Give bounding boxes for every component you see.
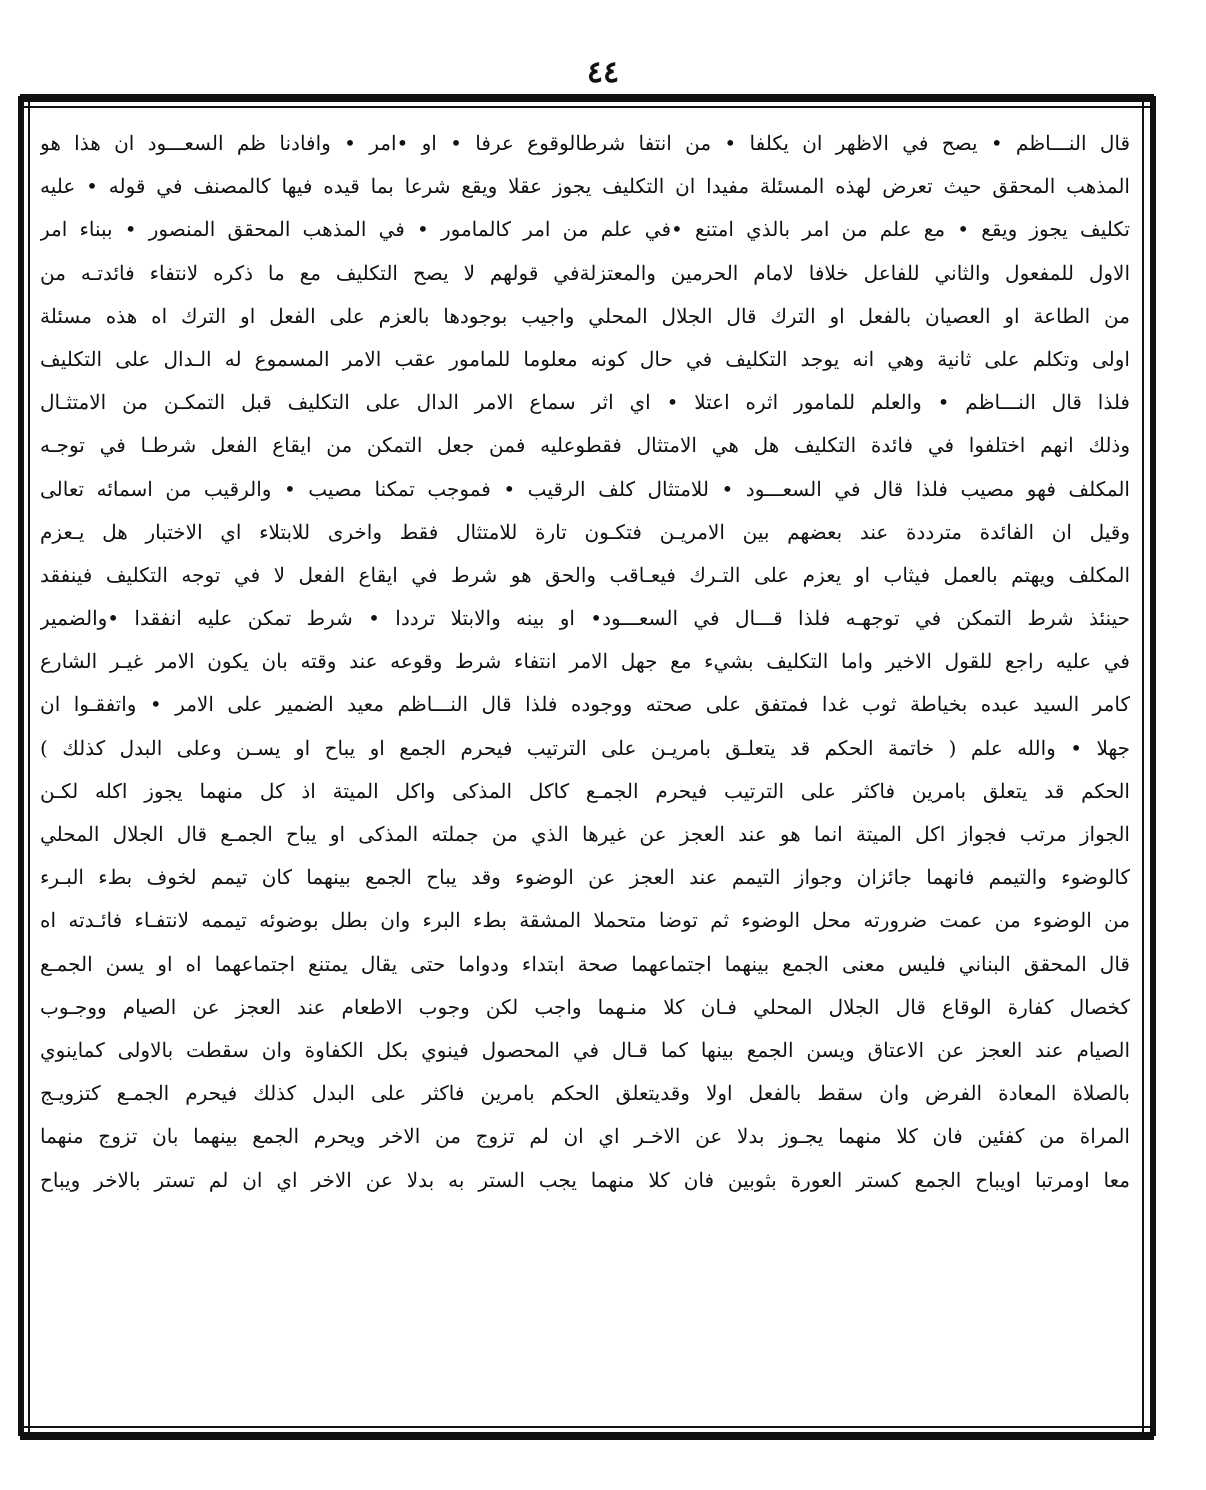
left-border-rule-thick (18, 96, 24, 1436)
text-line: في عليه راجع للقول الاخير واما التكليف بشيء مع جهل الامر انتفاء شرط وقوعه عند وقته بان يكون الامر غيـر الشارع (40, 649, 1130, 674)
text-line: المكلف ويهتم بالعمل فيثاب او يعزم على التـرك فيعـاقب والحق هو شرط في ايقاع الفعل لا في توجه التكليف فينفقد (40, 562, 1130, 587)
text-line: قال النـــاظم • يصح في الاظهر ان يكلفا • من انتفا شرطالوقوع عرفا • او •امر • وافادنا ظم السعـــود ان هذا هو (40, 131, 1130, 155)
bottom-border-rule-thick (20, 1432, 1154, 1440)
text-line: المكلف فهو مصيب فلذا قال في السعـــود • للامتثال كلف الرقيب • فموجب تمكنا مصيب • والرقيب من اسمائه تعالى (40, 476, 1130, 501)
right-border-rule-thin (1142, 96, 1144, 1436)
text-line: فلذا قال النـــاظم • والعلم للمامور اثره اعتلا • اي اثر سماع الامر الدال على التكليف قبل التمكـن من الامتثـال (40, 390, 1130, 415)
text-line: كامر السيد عبده بخياطة ثوب غدا فمتفق على صحته ووجوده فلذا قال النـــاظم معيد الضمير على الامر • واتفقـوا ان (40, 692, 1130, 717)
right-border-rule-thick (1150, 96, 1156, 1436)
text-line: كخصال كفارة الوقاع قال الجلال المحلي فـان كلا منـهما واجب لكن وجوب الاطعام عند العجز عن الصيام ووجـوب (40, 994, 1130, 1019)
text-line: كالوضوء والتيمم فانهما جائزان وجواز التيمم عند العجز عن الوضوء وقد يباح الجمع بينهما كان تيمم لخوف بطء البـرء (40, 865, 1130, 890)
bottom-border-rule-thin (20, 1426, 1154, 1428)
text-line: بالصلاة المعادة الفرض وان سقط بالفعل اولا وقديتعلق الحكم بامرين فاكثر على البدل كذلك فيحرم الجمـع كتزويـج (40, 1081, 1130, 1106)
text-line: الاول للمفعول والثاني للفاعل خلافا لامام الحرمين والمعتزلةفي قولهم لا يصح التكليف مع ما ذكره لانتفاء فائدتـه من (40, 260, 1130, 285)
left-border-rule-thin (28, 96, 30, 1436)
text-line: حينئذ شرط التمكن في توجهـه فلذا قـــال في السعـــود• او بينه والابتلا ترددا • شرط تمكن عليه انفقدا •والضمير (40, 606, 1130, 631)
text-line: وقيل ان الفائدة مترددة عند بعضهم بين الامريـن فتكـون تارة للامتثال فقط واخرى للابتلاء اي الاختبار هل يـعزم (40, 519, 1130, 544)
top-border-rule-thick (20, 94, 1154, 102)
text-line: من الطاعة او العصيان بالفعل او الترك قال الجلال المحلي واجيب بوجودها بالعزم على الفعل او الترك اه هذه مسئلة (40, 303, 1130, 328)
text-line: الجواز مرتب فجواز اكل الميتة انما هو عند العجز عن غيرها الذي من جملته المذكى او يباح الجمـع قال الجلال المحلي (40, 822, 1130, 846)
text-line: المراة من كفئين فان كلا منهما يجـوز بدلا عن الاخـر اي ان لم تزوج من الاخر ويحرم الجمع بينهما بان تزوج منهما (40, 1124, 1130, 1149)
text-line: معا اومرتبا اويباح الجمع كستر العورة بثوبين فان كلا منهما يجب الستر به بدلا عن الاخر اي ان لم تستر بالاخر ويباح (40, 1167, 1130, 1192)
text-line: جهلا • والله علم ( خاتمة الحكم قد يتعلـق بامريـن على الترتيب فيحرم الجمع او يباح او يسـن وعلى البدل كذلك ) (40, 735, 1130, 760)
page-number: ٤٤ (586, 55, 620, 90)
text-line: تكليف يجوز ويقع • مع علم من امر بالذي امتنع •في علم من امر كالمامور • في المذهب المحقق المنصور • ببناء امر (40, 217, 1130, 242)
text-line: من الوضوء من عمت ضرورته محل الوضوء ثم توضا متحملا المشقة بطء البرء وان بطل بوضوئه تيممه لانتفـاء فائـدته اه (40, 908, 1130, 933)
text-line: وذلك انهم اختلفوا في فائدة التكليف هل هي الامتثال فقطوعليه فمن جعل التمكن من ايقاع الفعل شرطـا في توجـه (40, 433, 1130, 458)
top-border-rule-thin (20, 106, 1154, 108)
text-line: المذهب المحقق حيث تعرض لهذه المسئلة مفيدا ان التكليف يجوز عقلا ويقع شرعا بما قيده فيها كالمصنف في قوله • عليه (40, 174, 1130, 199)
text-line: قال المحقق البناني فليس معنى الجمع بينهما اجتماعهما صحة ابتداء ودواما حتى يقال يمتنع اجتماعهما اه او يسن الجمـع (40, 951, 1130, 976)
text-line: الحكم قد يتعلق بامرين فاكثر على الترتيب فيحرم الجمـع كاكل المذكى واكل الميتة اذ كل منهما يجوز اكله لكـن (40, 778, 1130, 803)
text-line: اولى وتكلم على ثانية وهي انه يوجد التكليف في حال كونه معلوما للمامور عقب الامر المسموع له الـدال على التكليف (40, 346, 1130, 371)
text-line: الصيام عند العجز عن الاعتاق ويسن الجمع بينها كما قـال في المحصول فينوي بكل الكفاوة وان سقطت بالاولى كماينوي (40, 1037, 1130, 1062)
main-text-block (40, 122, 1130, 1202)
